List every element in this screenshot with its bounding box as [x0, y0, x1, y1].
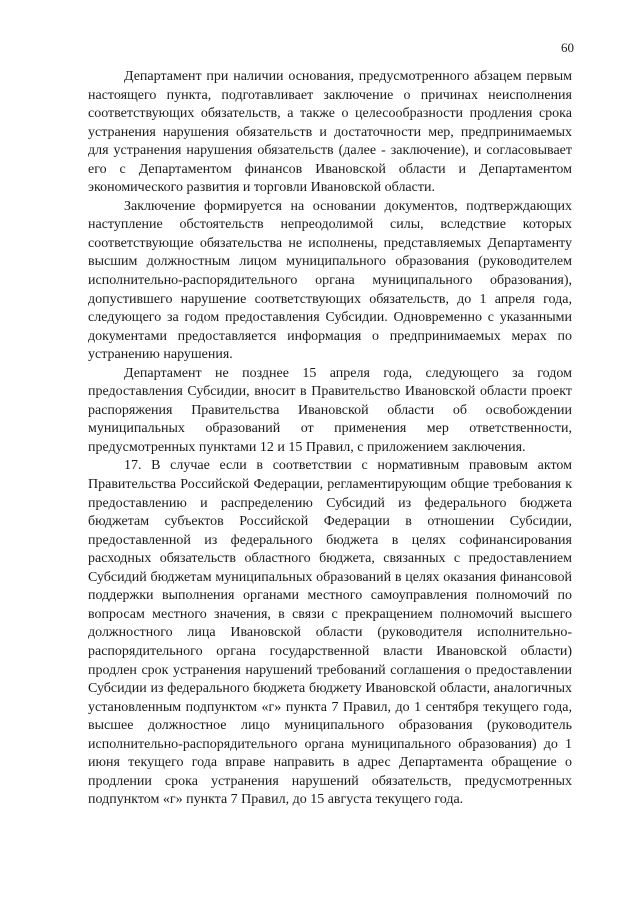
paragraph-department-conclusion: Департамент при наличии основания, предусмотренного абзацем первым настоящего пункта, подготавливает заключение о причинах неисполнения соответствующих обязательств, а также о целесообразности продления срока устранения нарушения обязательств и достаточности мер, предпринимаемых для устранения нарушения обязательств (далее - заключение), и согласовывает его с Департаментом финансов Ивановской области и Департаментом экономического развития и торговли Ивановской области. — [88, 69, 572, 196]
paragraph-item-17: 17. В случае если в соответствии с нормативным правовым актом Правительства Российской Федерации, регламентирующим общие требования к предоставлению и распределению Субсидий из федерального бюджета бюджетам субъектов Российской Федерации в отношении Субсидии, предоставленной из федерального бюджета в целях софинансирования расходных обязательств областного бюджета, связанных с предоставлением Субсидий бюджетам муниципальных образований в целях оказания финансовой поддержки выполнения органами местного самоуправления полномочий по вопросам местного значения, в связи с прекращением полномочий высшего должностного лица Ивановской области (руководителя исполнительно-распорядительного органа государственной власти Ивановской области) продлен срок устранения нарушений требований соглашения о предоставлении Субсидии из федерального бюджета бюджету Ивановской области, аналогичных установленным подпунктом «г» пункта 7 Правил, до 1 сентября текущего года, высшее должностное лицо муниципального образования (руководитель исполнительно-распорядительного органа муниципального образования) до 1 июня текущего года вправе направить в адрес Департамента обращение о продлении срока устранения нарушений обязательств, предусмотренных подпунктом «г» пункта 7 Правил, до 15 августа текущего года. — [88, 458, 572, 808]
document-body — [88, 68, 572, 810]
paragraph-conclusion-basis: Заключение формируется на основании документов, подтверждающих наступление обстоятельств непреодолимой силы, вследствие которых соответствующие обязательства не исполнены, представляемых Департаменту высшим должностным лицом муниципального образования (руководителем исполнительно-распорядительного органа муниципального образования), допустившего нарушение соответствующих обязательств, до 1 апреля года, следующего за годом предоставления Субсидии. Одновременно с указанными документами предоставляется информация о предпринимаемых мерах по устранению нарушения. — [88, 198, 572, 363]
paragraph-government-submission: Департамент не позднее 15 апреля года, следующего за годом предоставления Субсидии, вносит в Правительство Ивановской области проект распоряжения Правительства Ивановской области об освобождении муниципальных образований от применения мер ответственности, предусмотренных пунктами 12 и 15 Правил, с приложением заключения. — [88, 365, 572, 455]
page-number: 60 — [561, 40, 574, 55]
